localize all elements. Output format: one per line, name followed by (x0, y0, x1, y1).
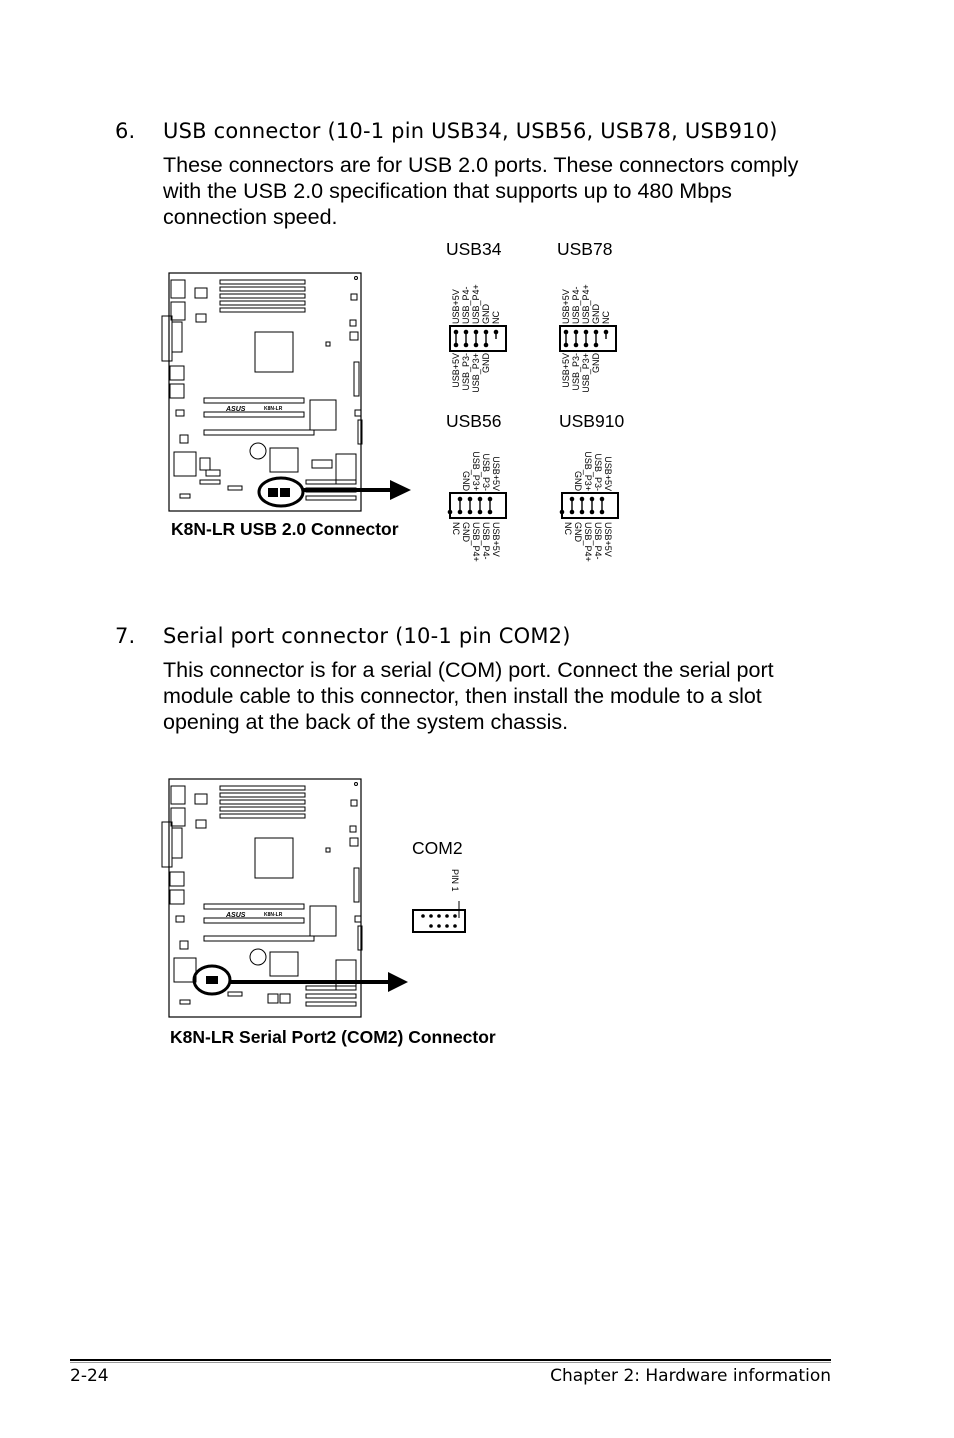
section-6-line-3: connection speed. (163, 205, 338, 229)
arrow-to-com2 (230, 972, 408, 992)
usb910-bottom-pin-3: USB_P4+ (583, 522, 593, 562)
usb34-top-pin-4: GND (481, 304, 491, 324)
usb910-bottom-pin-2: GND (573, 522, 583, 542)
usb56-top-pin-4: USB+5V (491, 456, 501, 491)
footer-rule-shadow (70, 1362, 831, 1363)
usb910-bottom-pin-1: NC (563, 522, 573, 535)
com2-diagram-caption: K8N-LR Serial Port2 (COM2) Connector (170, 1027, 496, 1047)
brand-logo-usb: ASUS (226, 406, 246, 413)
usb56-bottom-pin-5: USB+5V (491, 522, 501, 557)
board-outline (169, 273, 361, 511)
arrow-to-usb (303, 480, 411, 500)
usb56-label: USB56 (446, 411, 502, 431)
usb34-label: USB34 (446, 239, 502, 259)
usb56-bottom-pin-1: NC (451, 522, 461, 535)
usb910-header (560, 451, 618, 562)
usb34-header (450, 284, 506, 393)
usb-diagram-caption: K8N-LR USB 2.0 Connector (171, 519, 399, 539)
usb56-top-pin-3: USB_P3- (481, 453, 491, 491)
usb56-bottom-pin-2: GND (461, 522, 471, 542)
usb910-label: USB910 (559, 411, 625, 431)
board-name-usb: K8N-LR (264, 406, 283, 412)
usb78-top-pin-3: USB_P4+ (581, 284, 591, 324)
motherboard-diagram-com2 (160, 776, 420, 1026)
usb34-bottom-pin-2: USB_P3- (461, 353, 471, 391)
usb34-top-pin-1: USB+5V (451, 289, 461, 324)
usb34-top-pin-5: NC (491, 311, 501, 324)
usb34-top-pin-3: USB_P4+ (471, 284, 481, 324)
com2-pin-diagram (405, 866, 475, 936)
com2-header-highlight (194, 966, 230, 994)
section-7-line-3: opening at the back of the system chassis. (163, 710, 569, 734)
usb78-top-pin-4: GND (591, 304, 601, 324)
usb-pin-diagrams (440, 260, 640, 582)
usb78-bottom-pin-1: USB+5V (561, 353, 571, 388)
com2-label: COM2 (412, 838, 463, 858)
section-7-line-2: module cable to this connector, then install the module to a slot (163, 684, 762, 708)
usb-header-highlight (259, 478, 303, 506)
motherboard-diagram-usb (160, 270, 420, 520)
board-name-com2: K8N-LR (264, 912, 283, 918)
footer-chapter-title: Chapter 2: Hardware information (550, 1366, 831, 1386)
section-6-line-2: with the USB 2.0 specification that supports up to 480 Mbps (163, 179, 732, 203)
usb78-bottom-pin-2: USB_P3- (571, 353, 581, 391)
usb56-top-pin-2: USB_P3+ (471, 451, 481, 491)
usb78-top-pin-1: USB+5V (561, 289, 571, 324)
usb56-bottom-pin-3: USB_P4+ (471, 522, 481, 562)
usb910-top-pin-3: USB_P3- (593, 453, 603, 491)
usb910-top-pin-4: USB+5V (603, 456, 613, 491)
com2-pin1-label: PIN 1 (450, 869, 460, 892)
usb56-bottom-pin-4: USB_P4- (481, 522, 491, 560)
usb910-top-pin-2: USB_P3+ (583, 451, 593, 491)
section-6-title: USB connector (10-1 pin USB34, USB56, USB78, USB910) (163, 119, 778, 143)
footer-page-number: 2-24 (70, 1366, 109, 1386)
brand-logo-com2: ASUS (226, 912, 246, 919)
usb78-header (560, 284, 616, 393)
usb910-bottom-pin-5: USB+5V (603, 522, 613, 557)
section-7-number: 7. (115, 624, 136, 648)
usb78-top-pin-5: NC (601, 311, 611, 324)
section-6-number: 6. (115, 119, 136, 143)
usb34-bottom-pin-4: GND (481, 353, 491, 373)
section-7-paragraph (163, 657, 863, 735)
section-6-line-1: These connectors are for USB 2.0 ports. These connectors comply (163, 153, 799, 177)
usb56-header (448, 451, 506, 562)
usb78-top-pin-2: USB_P4- (571, 286, 581, 324)
usb34-top-pin-2: USB_P4- (461, 286, 471, 324)
footer-rule (70, 1359, 831, 1361)
usb56-top-pin-1: GND (461, 471, 471, 491)
usb910-bottom-pin-4: USB_P4- (593, 522, 603, 560)
usb78-bottom-pin-4: GND (591, 353, 601, 373)
usb910-top-pin-1: GND (573, 471, 583, 491)
usb34-bottom-pin-3: USB_P3+ (471, 353, 481, 393)
usb78-bottom-pin-3: USB_P3+ (581, 353, 591, 393)
section-6-paragraph (163, 152, 863, 230)
section-7-line-1: This connector is for a serial (COM) port. Connect the serial port (163, 658, 774, 682)
usb78-label: USB78 (557, 239, 613, 259)
section-7-title: Serial port connector (10-1 pin COM2) (163, 624, 571, 648)
usb34-bottom-pin-1: USB+5V (451, 353, 461, 388)
